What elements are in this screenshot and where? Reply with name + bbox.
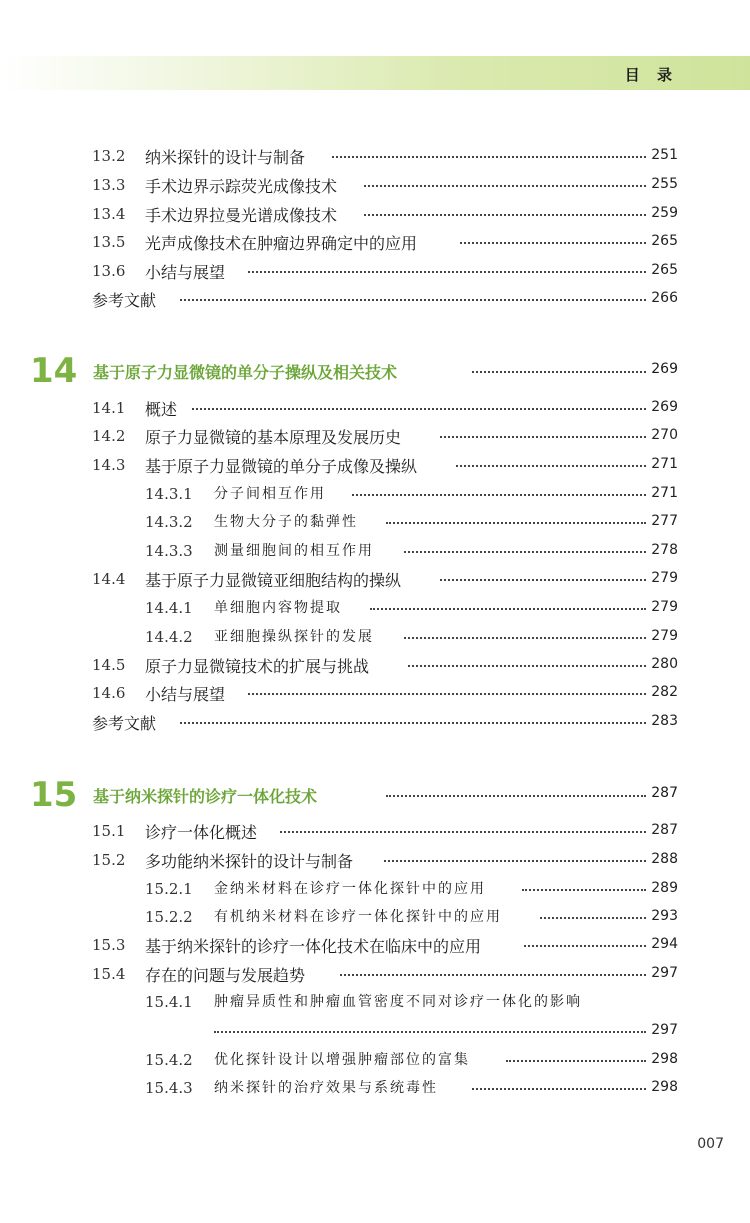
dot-leader bbox=[404, 551, 646, 553]
toc-entry[interactable]: 13.5 光声成像技术在肿瘤边界确定中的应用 265 bbox=[92, 233, 678, 253]
dot-leader bbox=[404, 637, 646, 639]
dot-leader bbox=[522, 889, 646, 891]
dot-leader bbox=[386, 795, 646, 797]
dot-leader bbox=[440, 579, 646, 581]
toc-subentry[interactable]: 15.4.1 肿瘤异质性和肿瘤血管密度不同对诊疗一体化的影响 bbox=[0, 991, 750, 1015]
dot-leader bbox=[352, 494, 646, 496]
toc-entry[interactable]: 15.1 诊疗一体化概述 287 bbox=[92, 822, 678, 842]
toc-entry[interactable]: 14.3 基于原子力显微镜的单分子成像及操纵 271 bbox=[92, 456, 678, 476]
toc-entry[interactable]: 15.4 存在的问题与发展趋势 297 bbox=[92, 965, 678, 985]
dot-leader bbox=[456, 465, 646, 467]
toc-entry[interactable]: 13.4 手术边界拉曼光谱成像技术 259 bbox=[92, 205, 678, 225]
toc-entry[interactable]: 13.6 小结与展望 265 bbox=[92, 262, 678, 282]
dot-leader bbox=[340, 974, 646, 976]
running-header-title: 目 录 bbox=[624, 66, 678, 84]
toc-entry[interactable]: 13.2 纳米探针的设计与制备 251 bbox=[92, 147, 678, 167]
toc-subentry[interactable]: 15.2.1 金纳米材料在诊疗一体化探针中的应用 289 bbox=[145, 880, 678, 898]
toc-subentry[interactable]: 14.3.1 分子间相互作用 271 bbox=[145, 485, 678, 503]
dot-leader bbox=[248, 693, 646, 695]
toc-entry[interactable]: 13.3 手术边界示踪荧光成像技术 255 bbox=[92, 176, 678, 196]
chapter-heading[interactable]: 14 基于原子力显微镜的单分子操纵及相关技术 269 bbox=[30, 351, 678, 391]
toc-subentry[interactable]: 14.3.3 测量细胞间的相互作用 278 bbox=[145, 542, 678, 560]
toc-entry[interactable]: 参考文献 266 bbox=[92, 290, 678, 310]
dot-leader bbox=[524, 945, 646, 947]
page-number: 007 bbox=[697, 1136, 724, 1152]
toc-entry[interactable]: 14.5 原子力显微镜技术的扩展与挑战 280 bbox=[92, 656, 678, 676]
toc-subentry[interactable]: 15.2.2 有机纳米材料在诊疗一体化探针中的应用 293 bbox=[145, 908, 678, 926]
dot-leader bbox=[506, 1060, 646, 1062]
toc-entry[interactable]: 15.3 基于纳米探针的诊疗一体化技术在临床中的应用 294 bbox=[92, 936, 678, 956]
dot-leader bbox=[364, 185, 646, 187]
chapter-title: 基于原子力显微镜的单分子操纵及相关技术 bbox=[93, 363, 398, 382]
dot-leader bbox=[472, 1088, 646, 1090]
dot-leader bbox=[180, 299, 646, 301]
dot-leader bbox=[472, 371, 646, 373]
dot-leader bbox=[440, 436, 646, 438]
chapter-number: 15 bbox=[30, 775, 78, 815]
dot-leader bbox=[332, 156, 646, 158]
dot-leader bbox=[248, 271, 646, 273]
dot-leader bbox=[192, 408, 646, 410]
chapter-title: 基于纳米探针的诊疗一体化技术 bbox=[93, 787, 318, 806]
toc-subentry[interactable]: 14.4.1 单细胞内容物提取 279 bbox=[145, 599, 678, 617]
dot-leader bbox=[386, 522, 646, 524]
dot-leader bbox=[180, 722, 646, 724]
toc-subentry[interactable]: 15.4.3 纳米探针的治疗效果与系统毒性 298 bbox=[145, 1079, 678, 1097]
dot-leader bbox=[364, 214, 646, 216]
dot-leader bbox=[214, 1031, 646, 1033]
toc-entry[interactable]: 15.2 多功能纳米探针的设计与制备 288 bbox=[92, 851, 678, 871]
dot-leader bbox=[408, 665, 646, 667]
toc-subentry[interactable]: 14.4.2 亚细胞操纵探针的发展 279 bbox=[145, 628, 678, 646]
chapter-number: 14 bbox=[30, 351, 78, 391]
toc-subentry[interactable]: 14.3.2 生物大分子的黏弹性 277 bbox=[145, 513, 678, 531]
chapter-heading[interactable]: 15 基于纳米探针的诊疗一体化技术 287 bbox=[30, 775, 678, 815]
dot-leader bbox=[280, 831, 646, 833]
toc-subentry[interactable]: 15.4.2 优化探针设计以增强肿瘤部位的富集 298 bbox=[145, 1051, 678, 1069]
dot-leader bbox=[540, 917, 646, 919]
dot-leader bbox=[370, 608, 646, 610]
toc-entry[interactable]: 14.4 基于原子力显微镜亚细胞结构的操纵 279 bbox=[92, 570, 678, 590]
dot-leader bbox=[460, 242, 646, 244]
toc-subentry-continuation[interactable]: 297 bbox=[0, 1020, 750, 1044]
toc-entry[interactable]: 14.6 小结与展望 282 bbox=[92, 684, 678, 704]
toc-entry[interactable]: 14.2 原子力显微镜的基本原理及发展历史 270 bbox=[92, 427, 678, 447]
dot-leader bbox=[384, 860, 646, 862]
toc-entry[interactable]: 14.1 概述 269 bbox=[92, 399, 678, 419]
toc-entry[interactable]: 参考文献 283 bbox=[92, 713, 678, 733]
